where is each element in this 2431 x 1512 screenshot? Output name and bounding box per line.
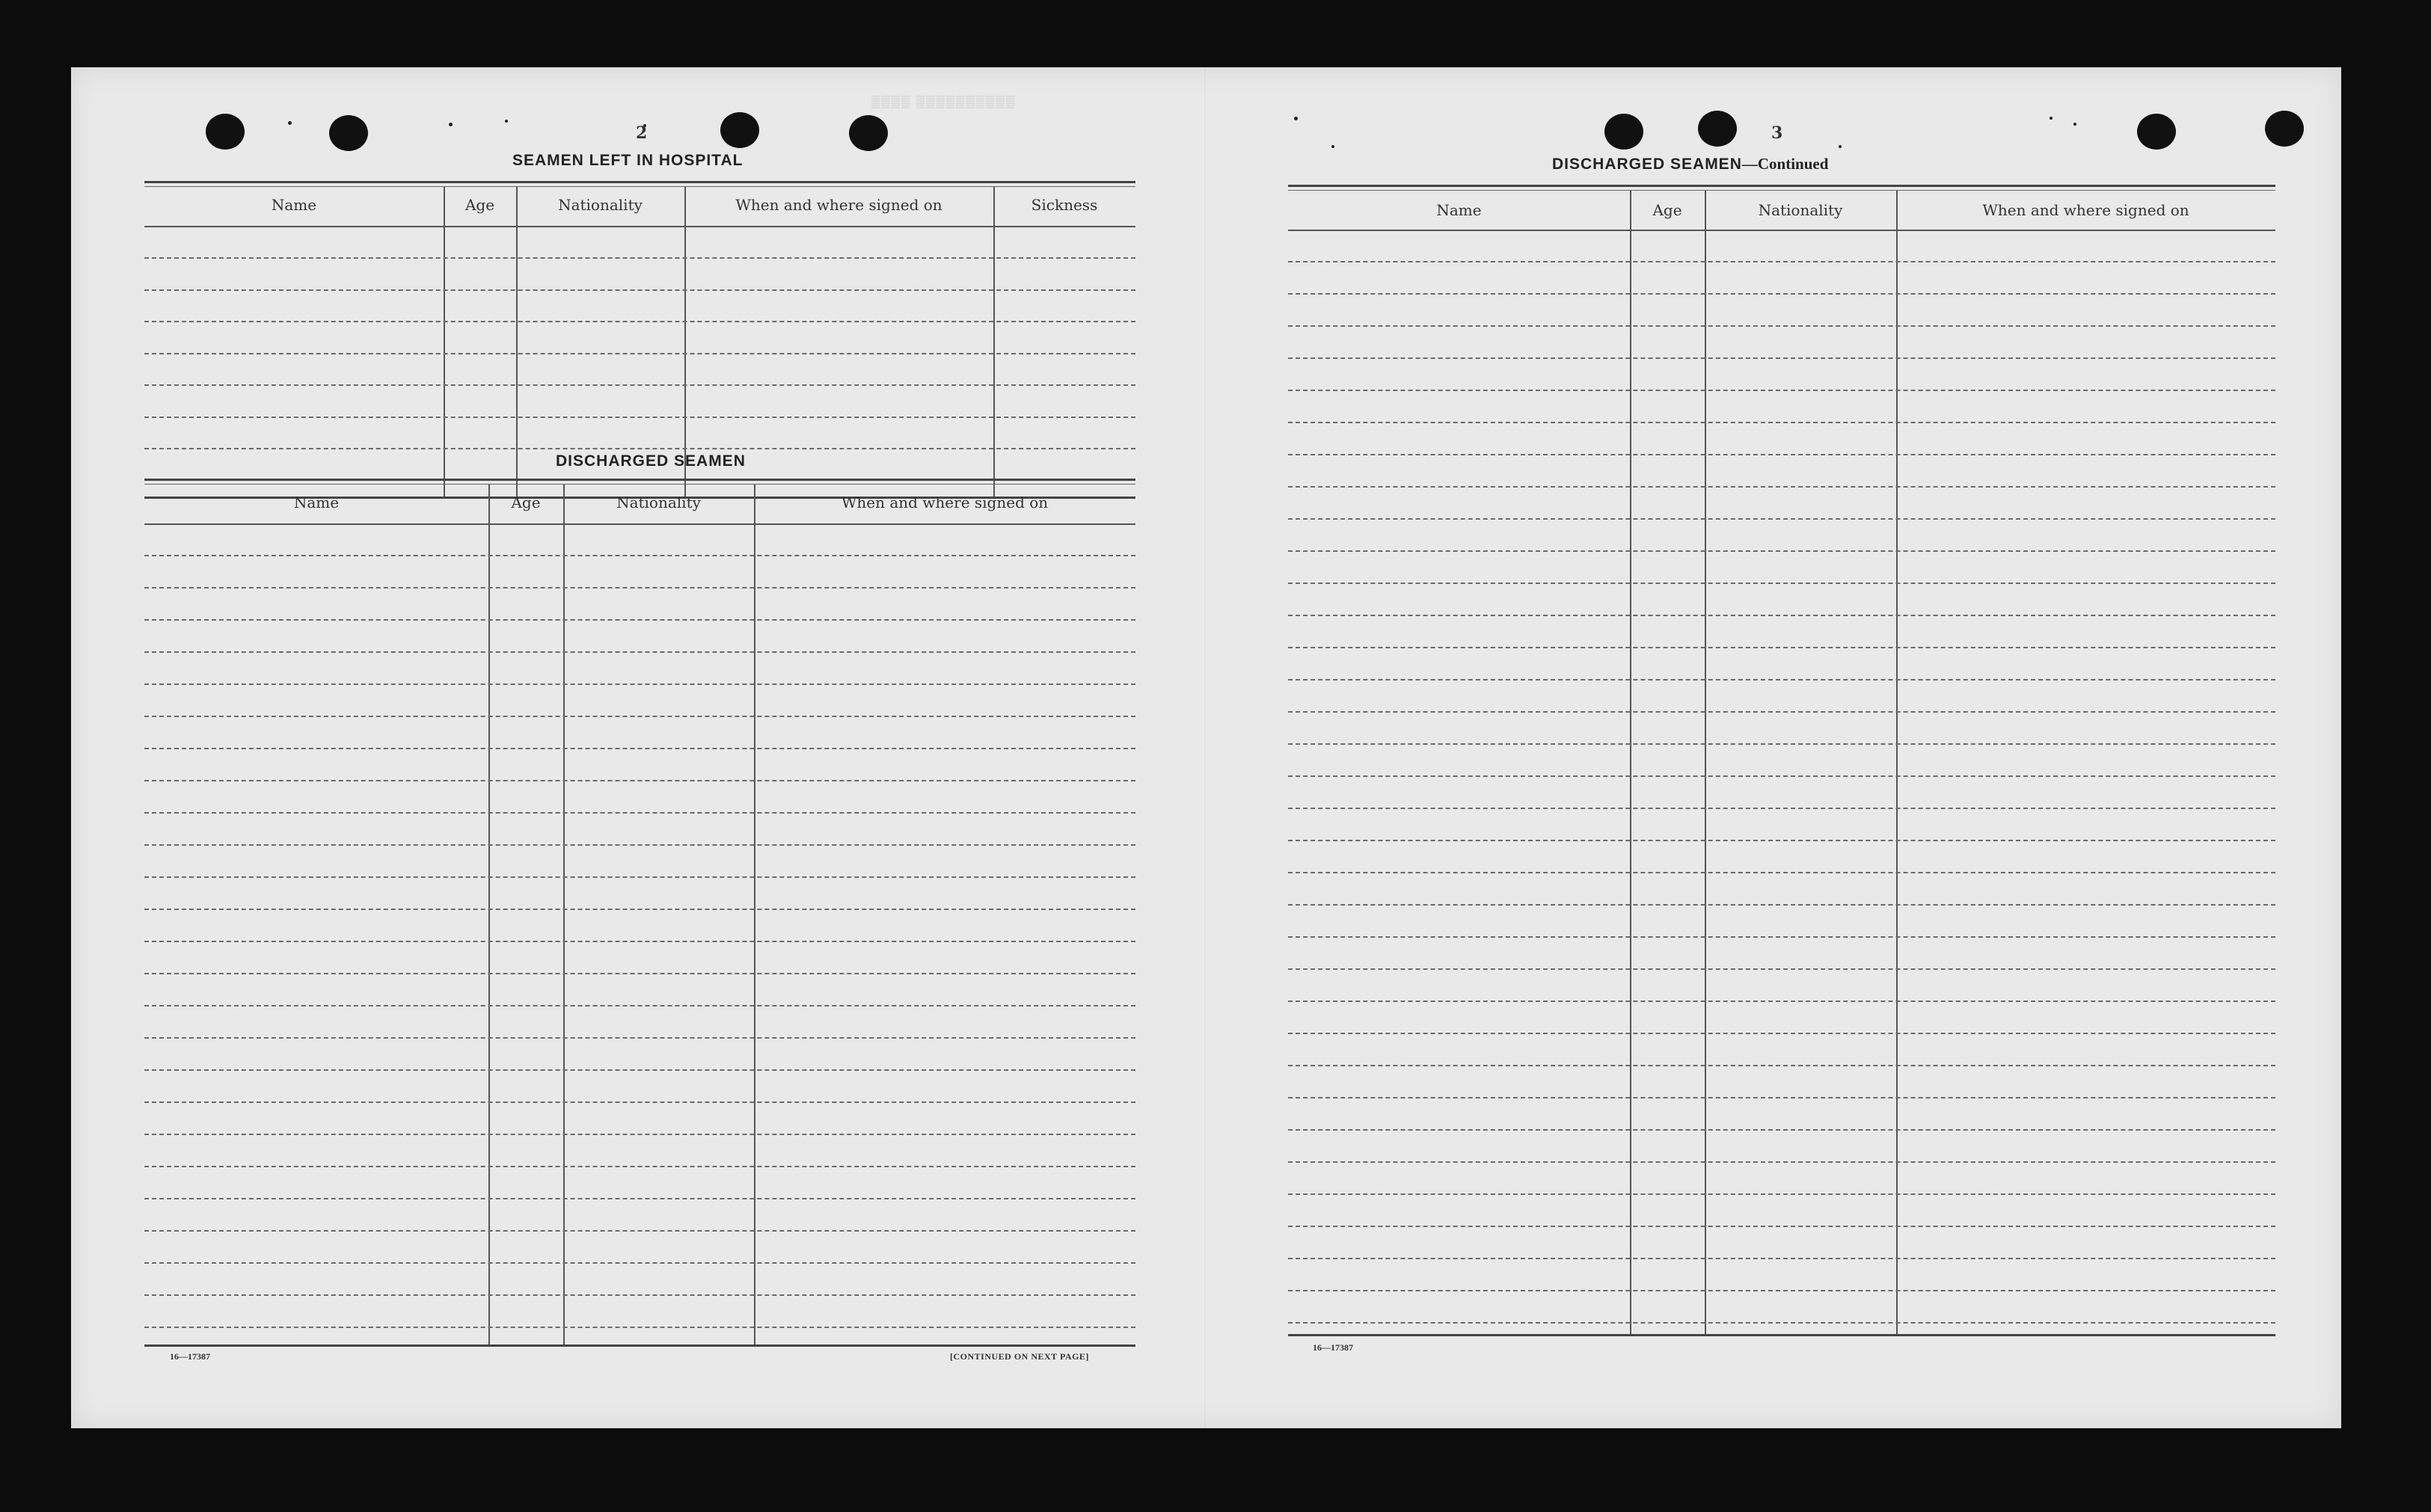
column-header-signed-on: When and where signed on — [841, 494, 1049, 511]
table-row — [144, 909, 1135, 910]
ink-speck — [505, 120, 508, 123]
table-row — [144, 1262, 1135, 1264]
column-header-signed-on: When and where signed on — [735, 196, 942, 214]
table-row — [144, 1327, 1135, 1328]
table-row — [1288, 422, 2275, 423]
section-title-discharged-continued — [1552, 155, 1828, 173]
table-row — [144, 1230, 1135, 1232]
table-row — [1288, 357, 2275, 359]
table-row — [1288, 904, 2275, 906]
table-row — [144, 353, 1135, 354]
table-row — [1288, 936, 2275, 938]
table-row — [144, 973, 1135, 974]
table-row — [144, 417, 1135, 418]
ink-speck — [1331, 145, 1334, 148]
table-row — [1288, 775, 2275, 777]
punch-hole — [329, 115, 368, 151]
manifest-sheet — [71, 67, 2341, 1428]
table-row — [144, 716, 1135, 717]
right-page — [1204, 67, 2341, 1428]
punch-hole — [206, 114, 245, 150]
punch-hole — [849, 115, 888, 151]
section-title-suffix: —Continued — [1741, 155, 1829, 173]
column-header-signed-on: When and where signed on — [1982, 201, 2189, 219]
table-row — [144, 619, 1135, 621]
table-row — [144, 1069, 1135, 1071]
form-code: 16—17387 — [1313, 1342, 1353, 1353]
table-row — [144, 321, 1135, 322]
table-row — [144, 587, 1135, 588]
table-row — [1288, 1129, 2275, 1131]
punch-hole — [1698, 111, 1737, 147]
table-row — [1288, 454, 2275, 455]
table-row — [1288, 1001, 2275, 1002]
table-row — [1288, 743, 2275, 745]
table-row — [1288, 583, 2275, 584]
column-header-nationality: Nationality — [1758, 201, 1843, 219]
table-row — [144, 1166, 1135, 1167]
table-row — [144, 1005, 1135, 1007]
section-title-main: DISCHARGED SEAMEN — [1552, 156, 1742, 173]
table-row — [1288, 486, 2275, 488]
table-row — [144, 651, 1135, 653]
column-header-nationality: Nationality — [616, 494, 701, 511]
table-row — [1288, 518, 2275, 520]
table-row — [144, 683, 1135, 685]
ink-speck — [2050, 117, 2053, 120]
punch-hole — [2265, 111, 2304, 147]
table-row — [1288, 293, 2275, 295]
table-row — [144, 257, 1135, 259]
ink-speck — [1839, 145, 1842, 148]
column-header-name: Name — [293, 494, 340, 511]
discharged-table — [144, 479, 1135, 1413]
table-row — [1288, 647, 2275, 648]
table-row — [1288, 615, 2275, 616]
table-row — [144, 1101, 1135, 1103]
table-row — [144, 1134, 1135, 1135]
table-row — [1288, 1193, 2275, 1195]
table-row — [144, 780, 1135, 781]
table-row — [144, 448, 1135, 449]
ink-speck — [1294, 117, 1298, 120]
column-header-age: Age — [1652, 201, 1682, 219]
column-header-sickness: Sickness — [1031, 196, 1098, 214]
form-code: 16—17387 — [170, 1351, 210, 1362]
continued-note: [CONTINUED ON NEXT PAGE] — [950, 1351, 1089, 1362]
table-row — [1288, 1290, 2275, 1291]
ink-speck — [449, 123, 453, 126]
ink-speck — [288, 121, 292, 125]
column-header-nationality: Nationality — [558, 196, 643, 214]
table-row — [1288, 261, 2275, 262]
table-row — [1288, 1258, 2275, 1259]
discharged-continued-table — [1288, 185, 2275, 1419]
table-row — [144, 876, 1135, 878]
page-number: 2 — [636, 123, 648, 143]
table-row — [1288, 808, 2275, 809]
table-row — [144, 384, 1135, 386]
table-row — [1288, 840, 2275, 841]
table-row — [144, 844, 1135, 846]
table-row — [1288, 390, 2275, 391]
column-header-name: Name — [1436, 201, 1482, 219]
left-page — [71, 67, 1204, 1428]
table-row — [144, 1294, 1135, 1296]
table-row — [1288, 872, 2275, 873]
table-row — [1288, 1033, 2275, 1034]
table-row — [144, 1037, 1135, 1039]
column-header-name: Name — [271, 196, 317, 214]
table-row — [144, 748, 1135, 749]
table-row — [1288, 711, 2275, 713]
table-row — [1288, 1322, 2275, 1324]
column-header-age: Age — [465, 196, 495, 214]
page-number: 3 — [1771, 123, 1783, 143]
hospital-table — [144, 181, 1135, 499]
punch-hole — [720, 112, 759, 148]
column-header-age: Age — [511, 494, 541, 511]
bleed-through-text: ▒▒▒▒ ▒▒▒▒▒▒▒▒▒▒ — [871, 96, 1017, 108]
section-title-discharged: DISCHARGED SEAMEN — [556, 452, 746, 470]
table-row — [1288, 1161, 2275, 1163]
table-row — [144, 289, 1135, 291]
table-row — [1288, 550, 2275, 552]
section-title-hospital: SEAMEN LEFT IN HOSPITAL — [512, 152, 744, 169]
table-row — [144, 555, 1135, 556]
table-row — [144, 941, 1135, 942]
punch-hole — [2137, 114, 2176, 150]
table-row — [1288, 1097, 2275, 1098]
table-row — [1288, 1065, 2275, 1066]
table-row — [144, 1198, 1135, 1199]
table-row — [144, 812, 1135, 814]
table-row — [1288, 325, 2275, 327]
ink-speck — [2073, 123, 2076, 126]
table-row — [1288, 1226, 2275, 1227]
table-row — [1288, 679, 2275, 680]
table-row — [1288, 968, 2275, 970]
punch-hole — [1604, 114, 1643, 150]
